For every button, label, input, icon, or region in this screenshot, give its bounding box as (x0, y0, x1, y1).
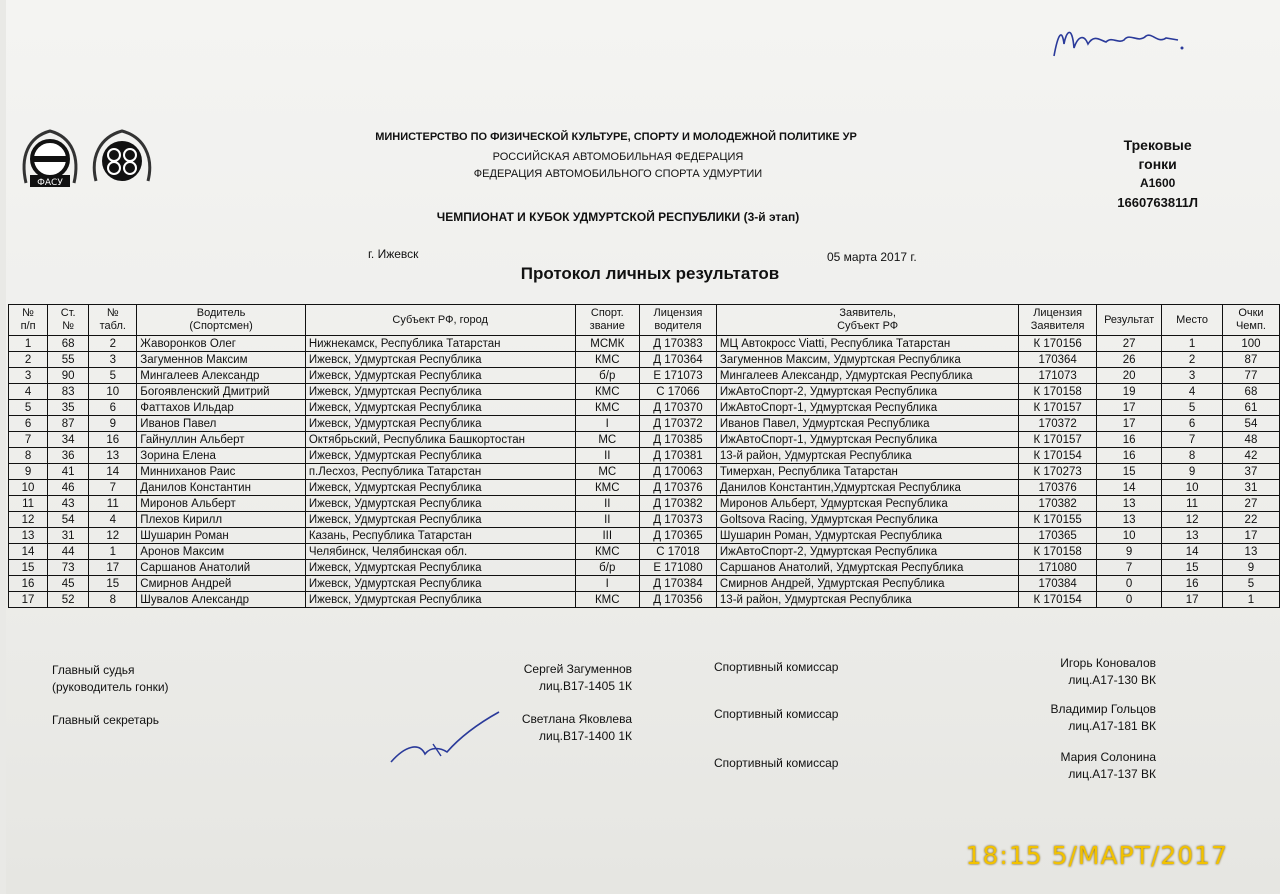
table-cell: б/р (575, 560, 640, 576)
signature-secretary (385, 706, 505, 770)
table-cell: Д 170370 (640, 400, 717, 416)
table-cell: Иванов Павел, Удмуртская Республика (716, 416, 1018, 432)
table-cell: 4 (89, 512, 137, 528)
column-header: Результат (1096, 305, 1161, 336)
table-cell: 9 (89, 416, 137, 432)
table-cell: МСМК (575, 336, 640, 352)
secretary-name: Светлана Яковлева (521, 712, 632, 726)
table-cell: 73 (48, 560, 89, 576)
chief-judge-subtitle: (руководитель гонки) (52, 680, 169, 694)
table-cell: 42 (1222, 448, 1279, 464)
table-cell: 31 (48, 528, 89, 544)
table-cell: Шувалов Александр (137, 592, 306, 608)
table-cell: 170364 (1019, 352, 1097, 368)
commissar-1 (1030, 655, 1156, 689)
table-cell: 11 (9, 496, 48, 512)
table-cell: 2 (1162, 352, 1223, 368)
table-cell: 44 (48, 544, 89, 560)
table-cell: Челябинск, Челябинская обл. (305, 544, 575, 560)
table-row (9, 448, 1280, 464)
table-cell: МС (575, 464, 640, 480)
table-cell: 1 (1222, 592, 1279, 608)
table-cell: 14 (89, 464, 137, 480)
table-cell: 27 (1222, 496, 1279, 512)
table-cell: 13 (89, 448, 137, 464)
championship-title: ЧЕМПИОНАТ И КУБОК УДМУРТСКОЙ РЕСПУБЛИКИ (3-й этап) (436, 210, 800, 224)
table-cell: 22 (1222, 512, 1279, 528)
table-row (9, 352, 1280, 368)
table-row (9, 400, 1280, 416)
table-cell: 170382 (1019, 496, 1097, 512)
table-cell: С 17018 (640, 544, 717, 560)
table-cell: Жаворонков Олег (137, 336, 306, 352)
table-cell: Ижевск, Удмуртская Республика (305, 496, 575, 512)
table-cell: Ижевск, Удмуртская Республика (305, 352, 575, 368)
table-cell: 3 (9, 368, 48, 384)
table-cell: Мингалеев Александр, Удмуртская Республика (716, 368, 1018, 384)
table-cell: Д 170376 (640, 480, 717, 496)
table-cell: Д 170372 (640, 416, 717, 432)
table-cell: КМС (575, 592, 640, 608)
table-cell: 4 (1162, 384, 1223, 400)
table-cell: 77 (1222, 368, 1279, 384)
table-cell: Ижевск, Удмуртская Республика (305, 592, 575, 608)
table-cell: 10 (1162, 480, 1223, 496)
table-cell: 16 (1096, 448, 1161, 464)
table-cell: 171080 (1019, 560, 1097, 576)
table-cell: II (575, 512, 640, 528)
table-cell: Саршанов Анатолий, Удмуртская Республика (716, 560, 1018, 576)
table-cell: 13-й район, Удмуртская Республика (716, 592, 1018, 608)
table-cell: 31 (1222, 480, 1279, 496)
table-cell: 12 (89, 528, 137, 544)
column-header: Место (1162, 305, 1223, 336)
table-cell: К 170158 (1019, 544, 1097, 560)
table-cell: 17 (1222, 528, 1279, 544)
table-cell: 48 (1222, 432, 1279, 448)
table-cell: 17 (9, 592, 48, 608)
table-cell: 87 (48, 416, 89, 432)
federation-heading-1: РОССИЙСКАЯ АВТОМОБИЛЬНАЯ ФЕДЕРАЦИЯ (492, 151, 744, 163)
table-cell: Данилов Константин,Удмуртская Республика (716, 480, 1018, 496)
table-cell: Е 171080 (640, 560, 717, 576)
table-cell: 3 (1162, 368, 1223, 384)
table-cell: 87 (1222, 352, 1279, 368)
commissar-label-1: Спортивный комиссар (714, 660, 839, 674)
table-cell: К 170156 (1019, 336, 1097, 352)
column-header: Субъект РФ, город (305, 305, 575, 336)
race-type-line2: гонки (1138, 156, 1177, 172)
race-class: А1600 (1139, 176, 1176, 190)
table-cell: Фаттахов Ильдар (137, 400, 306, 416)
chief-judge-sign (508, 661, 632, 695)
table-cell: 3 (89, 352, 137, 368)
table-cell: Ижевск, Удмуртская Республика (305, 416, 575, 432)
column-header: Спорт. звание (575, 305, 640, 336)
table-cell: Ижевск, Удмуртская Республика (305, 400, 575, 416)
table-cell: 14 (1162, 544, 1223, 560)
table-cell: Д 170364 (640, 352, 717, 368)
table-cell: 35 (48, 400, 89, 416)
table-cell: 10 (1096, 528, 1161, 544)
table-row (9, 336, 1280, 352)
table-cell: КМС (575, 384, 640, 400)
table-cell: КМС (575, 400, 640, 416)
table-cell: 170384 (1019, 576, 1097, 592)
table-cell: 83 (48, 384, 89, 400)
table-cell: 26 (1096, 352, 1161, 368)
table-cell: 9 (1096, 544, 1161, 560)
table-cell: Загуменнов Максим, Удмуртская Республика (716, 352, 1018, 368)
commissar-3-license: лиц.А17-137 ВК (1068, 767, 1156, 781)
commissar-2 (1030, 701, 1156, 735)
table-cell: 1 (1162, 336, 1223, 352)
table-cell: Аронов Максим (137, 544, 306, 560)
table-header-row (9, 305, 1280, 336)
table-cell: Д 170384 (640, 576, 717, 592)
column-header: Заявитель, Субъект РФ (716, 305, 1018, 336)
table-row (9, 560, 1280, 576)
table-cell: Д 170063 (640, 464, 717, 480)
table-cell: Ижевск, Удмуртская Республика (305, 384, 575, 400)
photo-timestamp: 18:15 5/МАРТ/2017 (965, 841, 1228, 870)
table-cell: 16 (1096, 432, 1161, 448)
table-cell: С 17066 (640, 384, 717, 400)
table-cell: 7 (1162, 432, 1223, 448)
table-cell: МЦ Автокросс Viatti, Республика Татарстан (716, 336, 1018, 352)
table-cell: 16 (89, 432, 137, 448)
table-cell: 46 (48, 480, 89, 496)
table-cell: 41 (48, 464, 89, 480)
commissar-3-name: Мария Солонина (1060, 750, 1156, 764)
table-cell: Ижевск, Удмуртская Республика (305, 368, 575, 384)
chief-judge-title: Главный судья (52, 663, 135, 677)
table-cell: К 170157 (1019, 400, 1097, 416)
table-cell: 9 (1162, 464, 1223, 480)
table-cell: ИжАвтоСпорт-1, Удмуртская Республика (716, 432, 1018, 448)
table-cell: К 170155 (1019, 512, 1097, 528)
table-cell: Плехов Кирилл (137, 512, 306, 528)
table-cell: 61 (1222, 400, 1279, 416)
table-cell: 5 (89, 368, 137, 384)
table-cell: 15 (1096, 464, 1161, 480)
table-cell: 15 (1162, 560, 1223, 576)
table-cell: 8 (89, 592, 137, 608)
table-cell: 45 (48, 576, 89, 592)
table-cell: 6 (1162, 416, 1223, 432)
table-cell: 17 (1162, 592, 1223, 608)
commissar-2-license: лиц.А17-181 ВК (1068, 719, 1156, 733)
table-cell: 5 (1222, 576, 1279, 592)
table-cell: п.Лесхоз, Республика Татарстан (305, 464, 575, 480)
table-cell: III (575, 528, 640, 544)
table-cell: 170372 (1019, 416, 1097, 432)
svg-text:ФАСУ: ФАСУ (37, 178, 63, 188)
table-cell: Саршанов Анатолий (137, 560, 306, 576)
table-cell: 13 (1222, 544, 1279, 560)
table-cell: МС (575, 432, 640, 448)
table-cell: II (575, 448, 640, 464)
table-cell: Казань, Республика Татарстан (305, 528, 575, 544)
event-city: г. Ижевск (368, 247, 419, 261)
commissar-2-name: Владимир Гольцов (1050, 702, 1156, 716)
commissar-label-3: Спортивный комиссар (714, 756, 839, 770)
table-cell: Зорина Елена (137, 448, 306, 464)
table-cell: Смирнов Андрей (137, 576, 306, 592)
table-cell: 170365 (1019, 528, 1097, 544)
table-cell: Гайнуллин Альберт (137, 432, 306, 448)
table-row (9, 480, 1280, 496)
table-cell: 10 (9, 480, 48, 496)
table-cell: Д 170385 (640, 432, 717, 448)
table-cell: 19 (1096, 384, 1161, 400)
table-cell: Д 170383 (640, 336, 717, 352)
table-cell: 16 (9, 576, 48, 592)
table-cell: Смирнов Андрей, Удмуртская Республика (716, 576, 1018, 592)
table-cell: 7 (1096, 560, 1161, 576)
table-cell: К 170154 (1019, 592, 1097, 608)
table-cell: Тимерхан, Республика Татарстан (716, 464, 1018, 480)
table-cell: 14 (1096, 480, 1161, 496)
table-cell: ИжАвтоСпорт-2, Удмуртская Республика (716, 544, 1018, 560)
table-cell: К 170154 (1019, 448, 1097, 464)
table-cell: Ижевск, Удмуртская Республика (305, 448, 575, 464)
table-cell: Д 170382 (640, 496, 717, 512)
table-cell: Мингалеев Александр (137, 368, 306, 384)
table-cell: Богоявленский Дмитрий (137, 384, 306, 400)
table-cell: 9 (1222, 560, 1279, 576)
commissar-1-name: Игорь Коновалов (1060, 656, 1156, 670)
table-cell: 13 (1096, 496, 1161, 512)
table-cell: Ижевск, Удмуртская Республика (305, 480, 575, 496)
table-cell: 2 (89, 336, 137, 352)
table-cell: К 170158 (1019, 384, 1097, 400)
table-cell: Минниханов Раис (137, 464, 306, 480)
table-cell: 171073 (1019, 368, 1097, 384)
table-row (9, 496, 1280, 512)
chief-judge-license: лиц.В17-1405 1К (539, 679, 632, 693)
table-cell: Шушарин Роман, Удмуртская Республика (716, 528, 1018, 544)
table-row (9, 416, 1280, 432)
table-cell: 1 (89, 544, 137, 560)
secretary-license: лиц.В17-1400 1К (539, 729, 632, 743)
table-cell: б/р (575, 368, 640, 384)
table-cell: Миронов Альберт (137, 496, 306, 512)
table-cell: К 170273 (1019, 464, 1097, 480)
table-cell: 6 (9, 416, 48, 432)
table-cell: 2 (9, 352, 48, 368)
table-cell: 9 (9, 464, 48, 480)
table-cell: Д 170381 (640, 448, 717, 464)
table-cell: КМС (575, 544, 640, 560)
column-header: № табл. (89, 305, 137, 336)
column-header: Лицензия водителя (640, 305, 717, 336)
table-cell: Октябрьский, Республика Башкортостан (305, 432, 575, 448)
table-cell: 100 (1222, 336, 1279, 352)
column-header: Лицензия Заявителя (1019, 305, 1097, 336)
table-cell: 12 (1162, 512, 1223, 528)
commissar-label-2: Спортивный комиссар (714, 707, 839, 721)
secretary-label: Главный секретарь (52, 713, 159, 727)
table-cell: 17 (1096, 400, 1161, 416)
table-cell: 27 (1096, 336, 1161, 352)
chief-judge-name: Сергей Загуменнов (523, 662, 632, 676)
table-cell: 68 (48, 336, 89, 352)
race-code: 1660763811Л (1117, 195, 1198, 210)
table-cell: Д 170373 (640, 512, 717, 528)
column-header: Водитель (Спортсмен) (137, 305, 306, 336)
table-cell: КМС (575, 352, 640, 368)
table-cell: 0 (1096, 592, 1161, 608)
table-cell: 170376 (1019, 480, 1097, 496)
table-cell: 15 (89, 576, 137, 592)
table-cell: 13 (1162, 528, 1223, 544)
table-row (9, 528, 1280, 544)
event-date: 05 марта 2017 г. (827, 250, 917, 264)
table-cell: Goltsova Racing, Удмуртская Республика (716, 512, 1018, 528)
table-cell: КМС (575, 480, 640, 496)
protocol-title: Протокол личных результатов (520, 264, 780, 283)
table-cell: Д 170356 (640, 592, 717, 608)
table-cell: I (575, 416, 640, 432)
table-cell: К 170157 (1019, 432, 1097, 448)
table-cell: ИжАвтоСпорт-1, Удмуртская Республика (716, 400, 1018, 416)
table-row (9, 576, 1280, 592)
table-cell: 36 (48, 448, 89, 464)
table-cell: 10 (89, 384, 137, 400)
federation-heading-2: ФЕДЕРАЦИЯ АВТОМОБИЛЬНОГО СПОРТА УДМУРТИИ (473, 168, 763, 180)
table-cell: 5 (1162, 400, 1223, 416)
commissar-3 (1030, 749, 1156, 783)
table-cell: 6 (89, 400, 137, 416)
table-cell: 52 (48, 592, 89, 608)
table-cell: 54 (48, 512, 89, 528)
table-cell: 1 (9, 336, 48, 352)
race-type-block (1117, 136, 1198, 212)
table-row (9, 368, 1280, 384)
table-cell: Ижевск, Удмуртская Республика (305, 560, 575, 576)
table-cell: 14 (9, 544, 48, 560)
table-cell: 34 (48, 432, 89, 448)
signature-top (1048, 14, 1188, 64)
table-cell: 54 (1222, 416, 1279, 432)
table-cell: 17 (1096, 416, 1161, 432)
table-cell: Данилов Константин (137, 480, 306, 496)
table-row (9, 512, 1280, 528)
table-cell: 7 (9, 432, 48, 448)
table-cell: 5 (9, 400, 48, 416)
column-header: Ст. № (48, 305, 89, 336)
secretary-sign (500, 711, 632, 745)
table-cell: 0 (1096, 576, 1161, 592)
ministry-heading: МИНИСТЕРСТВО ПО ФИЗИЧЕСКОЙ КУЛЬТУРЕ, СПОРТУ И МОЛОДЕЖНОЙ ПОЛИТИКЕ УР (375, 131, 857, 143)
table-row (9, 432, 1280, 448)
table-cell: Ижевск, Удмуртская Республика (305, 512, 575, 528)
table-cell: 11 (89, 496, 137, 512)
table-cell: Загуменнов Максим (137, 352, 306, 368)
table-cell: Д 170365 (640, 528, 717, 544)
table-cell: 37 (1222, 464, 1279, 480)
table-cell: Ижевск, Удмуртская Республика (305, 576, 575, 592)
table-cell: Нижнекамск, Республика Татарстан (305, 336, 575, 352)
table-cell: 20 (1096, 368, 1161, 384)
table-cell: I (575, 576, 640, 592)
table-cell: 43 (48, 496, 89, 512)
commissar-1-license: лиц.А17-130 ВК (1068, 673, 1156, 687)
table-cell: ИжАвтоСпорт-2, Удмуртская Республика (716, 384, 1018, 400)
table-cell: Миронов Альберт, Удмуртская Республика (716, 496, 1018, 512)
table-cell: 7 (89, 480, 137, 496)
table-cell: 68 (1222, 384, 1279, 400)
column-header: Очки Чемп. (1222, 305, 1279, 336)
table-row (9, 592, 1280, 608)
column-header: № п/п (9, 305, 48, 336)
table-cell: 13 (1096, 512, 1161, 528)
table-cell: 13-й район, Удмуртская Республика (716, 448, 1018, 464)
table-cell: 15 (9, 560, 48, 576)
table-cell: 90 (48, 368, 89, 384)
table-row (9, 464, 1280, 480)
table-cell: 13 (9, 528, 48, 544)
table-cell: Шушарин Роман (137, 528, 306, 544)
table-cell: 16 (1162, 576, 1223, 592)
table-cell: 12 (9, 512, 48, 528)
table-cell: 8 (1162, 448, 1223, 464)
results-table (8, 304, 1280, 608)
table-cell: 4 (9, 384, 48, 400)
table-cell: II (575, 496, 640, 512)
table-cell: 55 (48, 352, 89, 368)
table-cell: 11 (1162, 496, 1223, 512)
table-cell: 17 (89, 560, 137, 576)
table-row (9, 544, 1280, 560)
table-cell: 8 (9, 448, 48, 464)
race-type-line1: Трековые (1123, 137, 1192, 153)
table-cell: Е 171073 (640, 368, 717, 384)
chief-judge-label (52, 662, 169, 696)
table-cell: Иванов Павел (137, 416, 306, 432)
table-row (9, 384, 1280, 400)
